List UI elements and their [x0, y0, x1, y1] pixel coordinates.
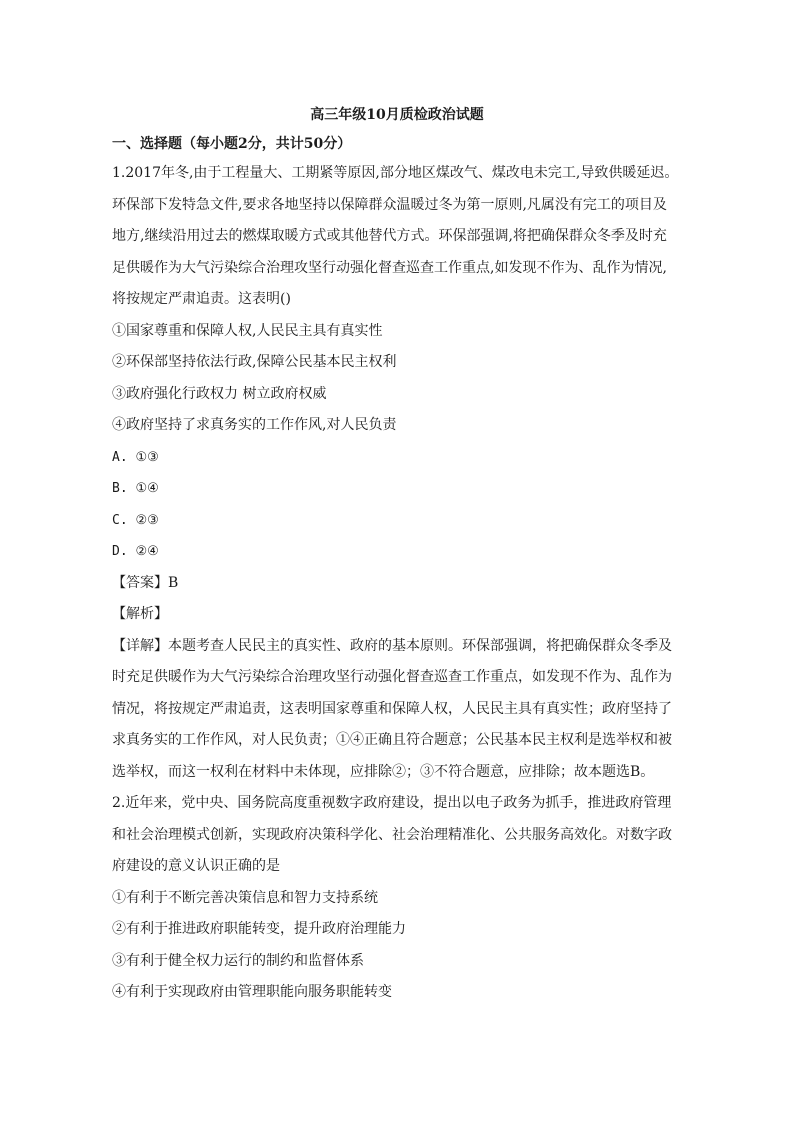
- option-a: A. ①③: [112, 449, 159, 465]
- question-stem-line: 环保部下发特急文件,要求各地坚持以保障群众温暖过冬为第一原则,凡属没有完工的项目及: [112, 196, 667, 213]
- explanation-line: 情况，将按规定严肃追责，这表明国家尊重和保障人权，人民民主具有真实性；政府坚持了: [112, 700, 672, 717]
- statement-item: ②环保部坚持依法行政,保障公民基本民主权利: [112, 354, 397, 370]
- page-title: 高三年级10月质检政治试题: [310, 107, 484, 123]
- question-stem-line: 2.近年来，党中央、国务院高度重视数字政府建设，提出以电子政务为抓手，推进政府管理: [112, 795, 672, 811]
- statement-item: ①有利于不断完善决策信息和智力支持系统: [112, 889, 378, 906]
- question-stem-line: 府建设的意义认识正确的是: [112, 858, 280, 874]
- statement-item: ④有利于实现政府由管理职能向服务职能转变: [112, 984, 392, 1000]
- option-b: B. ①④: [112, 481, 159, 496]
- question-stem-line: 地方,继续沿用过去的燃煤取暖方式或其他替代方式。环保部强调,将把确保群众冬季及时充: [112, 228, 667, 244]
- question-stem-line: 足供暖作为大气污染综合治理攻坚行动强化督查巡查工作重点,如发现不作为、乱作为情况,: [112, 259, 667, 276]
- section-heading: 一、选择题（每小题2分，共计50分）: [112, 136, 352, 152]
- explanation-line: 时充足供暖作为大气污染综合治理攻坚行动强化督查巡查工作重点，如发现不作为、乱作为: [112, 669, 672, 685]
- statement-item: ④政府坚持了求真务实的工作作风,对人民负责: [112, 417, 397, 433]
- option-d: D. ②④: [112, 544, 159, 559]
- explanation-line: 【详解】本题考查人民民主的真实性、政府的基本原则。环保部强调，将把确保群众冬季及: [112, 637, 672, 654]
- explanation-line: 求真务实的工作作风，对人民负责；①④正确且符合题意；公民基本民主权利是选举权和被: [112, 732, 672, 748]
- statement-item: ②有利于推进政府职能转变，提升政府治理能力: [112, 921, 406, 937]
- statement-item: ③政府强化行政权力 树立政府权威: [112, 385, 327, 402]
- question-stem-line: 将按规定严肃追责。这表明(): [112, 291, 291, 307]
- question-stem-line: 和社会治理模式创新，实现政府决策科学化、社会治理精准化、公共服务高效化。对数字政: [112, 826, 672, 843]
- document-body: [112, 130, 686, 1009]
- question-2: [112, 788, 686, 1009]
- question-1: [112, 158, 686, 788]
- statement-item: ③有利于健全权力运行的制约和监督体系: [112, 952, 364, 969]
- statement-item: ①国家尊重和保障人权,人民民主具有真实性: [112, 322, 383, 339]
- explanation-line: 选举权，而这一权利在材料中未体现，应排除②；③不符合题意，应排除；故本题选B。: [112, 763, 655, 780]
- question-stem-line: 1.2017年冬,由于工程量大、工期紧等原因,部分地区煤改气、煤改电未完工,导致供暖延迟。: [112, 165, 679, 181]
- answer-label: 【答案】B: [112, 574, 179, 591]
- option-c: C. ②③: [112, 512, 159, 528]
- analysis-label: 【解析】: [112, 606, 168, 622]
